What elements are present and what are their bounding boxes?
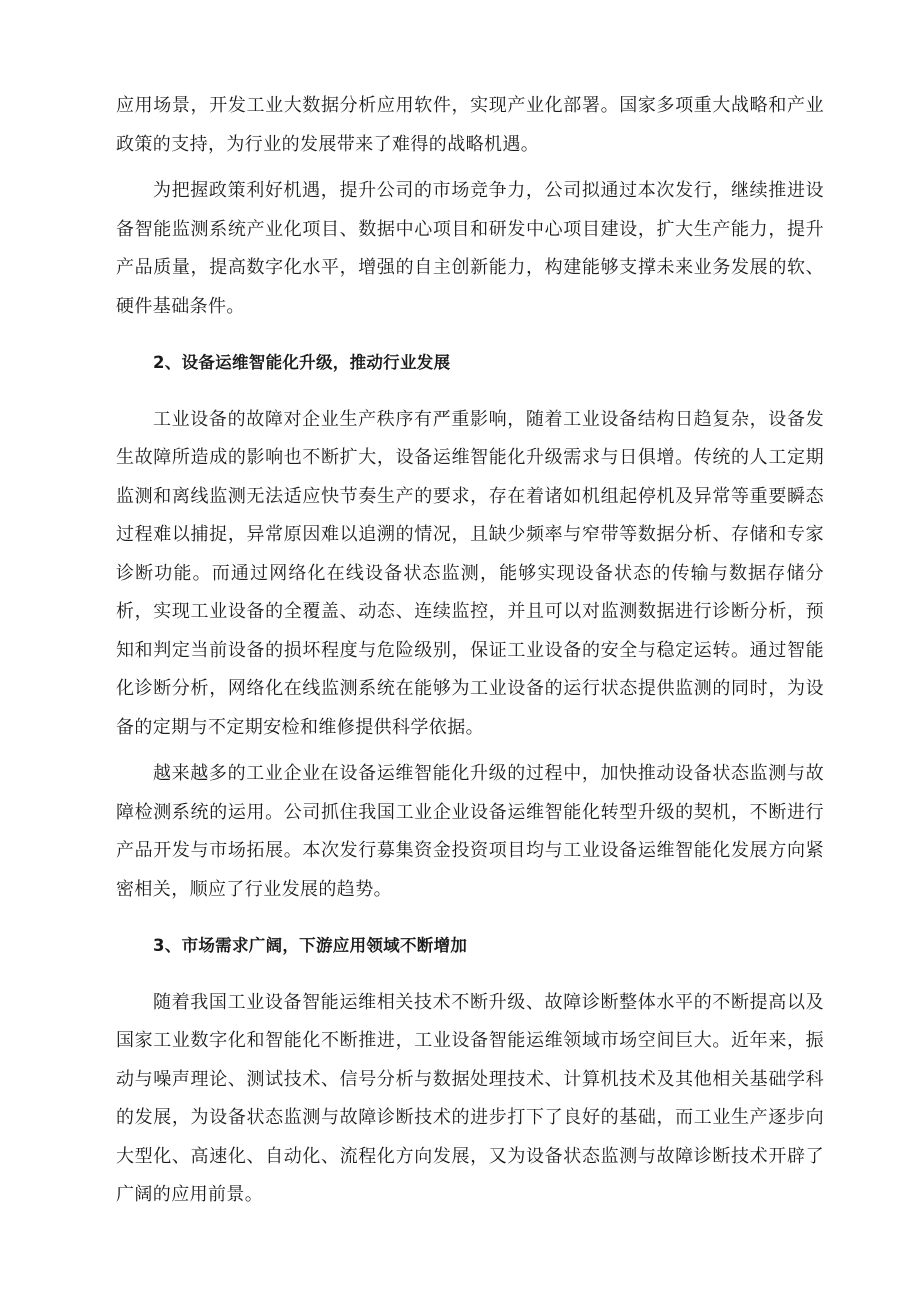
- paragraph-equipment-faults: 工业设备的故障对企业生产秩序有严重影响，随着工业设备结构日趋复杂，设备发生故障所造成的影响也不断扩大，设备运维智能化升级需求与日俱增。传统的人工定期监测和离线监测无法适应快节奏生产的要求，存在着诸如机组起停机及异常等重要瞬态过程难以捕捉，异常原因难以追溯的情况，且缺少频率与窄带等数据分析、存储和专家诊断功能。而通过网络化在线设备状态监测，能够实现设备状态的传输与数据存储分析，实现工业设备的全覆盖、动态、连续监控，并且可以对监测数据进行诊断分析，预知和判定当前设备的损坏程度与危险级别，保证工业设备的安全与稳定运转。通过智能化诊断分析，网络化在线监测系统在能够为工业设备的运行状态提供监测的同时，为设备的定期与不定期安检和维修提供科学依据。: [116, 408, 824, 738]
- paragraph-market-demand: 随着我国工业设备智能运维相关技术不断升级、故障诊断整体水平的不断提高以及国家工业数字化和智能化不断推进，工业设备智能运维领域市场空间巨大。近年来，振动与噪声理论、测试技术、信号分析与数据处理技术、计算机技术及其他相关基础学科的发展，为设备状态监测与故障诊断技术的进步打下了良好的基础，而工业生产逐步向大型化、高速化、自动化、流程化方向发展，又为设备状态监测与故障诊断技术开辟了广阔的应用前景。: [116, 991, 824, 1205]
- paragraph-continuation: 应用场景，开发工业大数据分析应用软件，实现产业化部署。国家多项重大战略和产业政策的支持，为行业的发展带来了难得的战略机遇。: [116, 95, 824, 155]
- paragraph-policy-opportunity: 为把握政策利好机遇，提升公司的市场竞争力，公司拟通过本次发行，继续推进设备智能监测系统产业化项目、数据中心项目和研发中心项目建设，扩大生产能力，提升产品质量，提高数字化水平，增强的自主创新能力，构建能够支撑未来业务发展的软、硬件基础条件。: [116, 180, 824, 317]
- paragraph-industry-adoption: 越来越多的工业企业在设备运维智能化升级的过程中，加快推动设备状态监测与故障检测系统的运用。公司抓住我国工业企业设备运维智能化转型升级的契机，不断进行产品开发与市场拓展。本次发行募集资金投资项目均与工业设备运维智能化发展方向紧密相关，顺应了行业发展的趋势。: [116, 763, 824, 900]
- document-page: [116, 87, 824, 1215]
- section-heading-2: 2、设备运维智能化升级，推动行业发展: [153, 353, 451, 372]
- section-heading-3: 3、市场需求广阔，下游应用领域不断增加: [153, 936, 468, 955]
